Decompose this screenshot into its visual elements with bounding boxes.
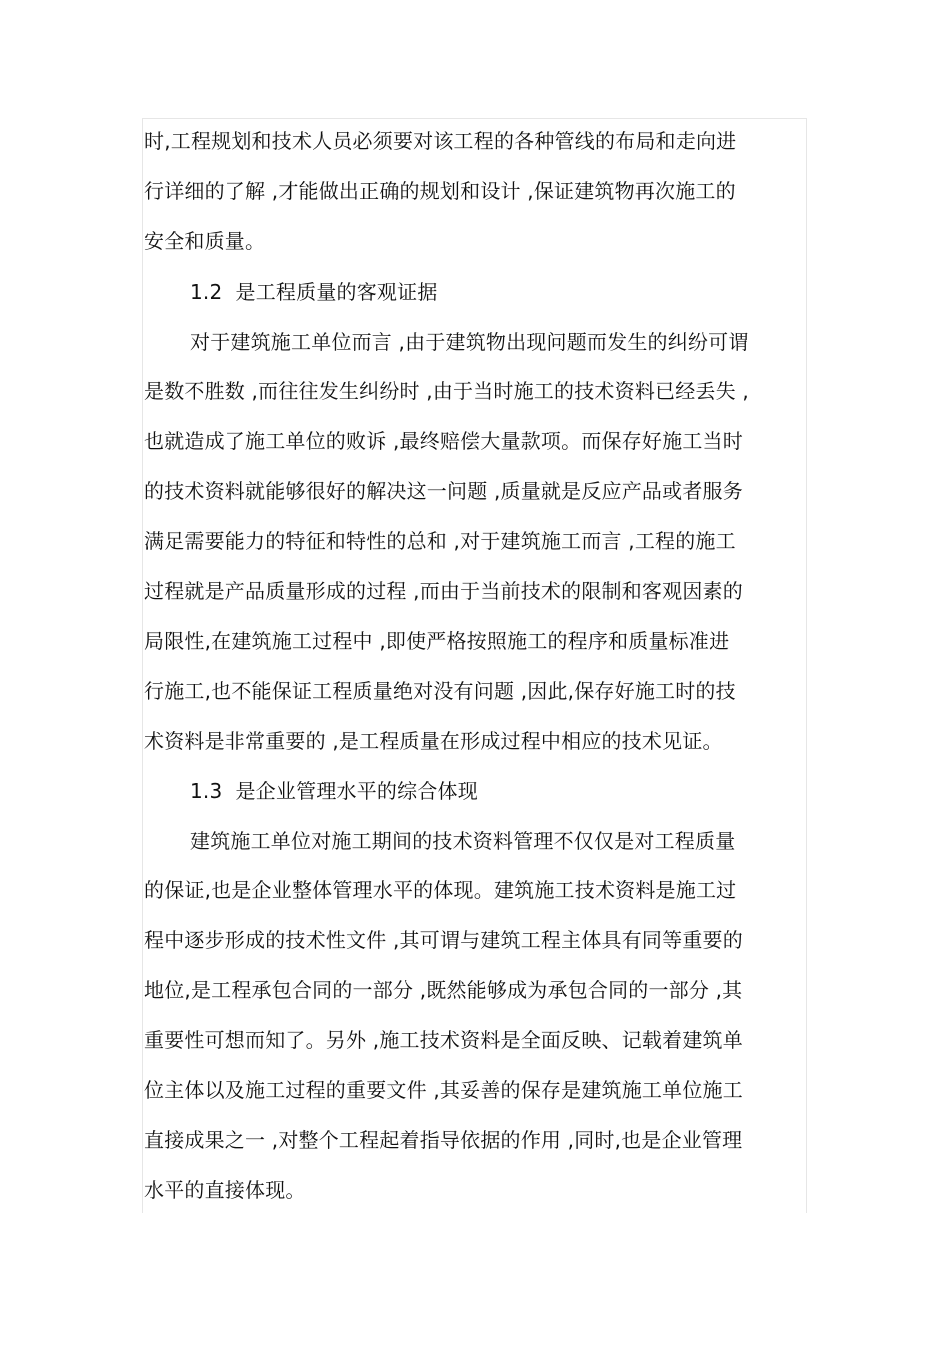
paragraph-line: 行详细的了解 ,才能做出正确的规划和设计 ,保证建筑物再次施工的 [144,179,736,203]
paragraph-line: 也就造成了施工单位的败诉 ,最终赔偿大量款项。而保存好施工当时 [144,429,743,453]
paragraph-line: 建筑施工单位对施工期间的技术资料管理不仅仅是对工程质量 [190,829,736,853]
paragraph-line: 重要性可想而知了。另外 ,施工技术资料是全面反映、记载着建筑单 [144,1028,743,1052]
paragraph-line: 满足需要能力的特征和特性的总和 ,对于建筑施工而言 ,工程的施工 [144,529,736,553]
paragraph-line: 过程就是产品质量形成的过程 ,而由于当前技术的限制和客观因素的 [144,579,743,603]
paragraph-line: 位主体以及施工过程的重要文件 ,其妥善的保存是建筑施工单位施工 [144,1078,743,1102]
paragraph-line: 术资料是非常重要的 ,是工程质量在形成过程中相应的技术见证。 [144,729,723,753]
paragraph-line: 局限性,在建筑施工过程中 ,即使严格按照施工的程序和质量标准进 [144,629,730,653]
paragraph-line: 程中逐步形成的技术性文件 ,其可谓与建筑工程主体具有同等重要的 [144,928,743,952]
paragraph-line: 的技术资料就能够很好的解决这一问题 ,质量就是反应产品或者服务 [144,479,743,503]
paragraph-line: 直接成果之一 ,对整个工程起着指导依据的作用 ,同时,也是企业管理 [144,1128,743,1152]
section-heading: 1.2 是工程质量的客观证据 [190,280,438,304]
paragraph-line: 行施工,也不能保证工程质量绝对没有问题 ,因此,保存好施工时的技 [144,679,736,703]
section-heading: 1.3 是企业管理水平的综合体现 [190,779,478,803]
paragraph-line: 时,工程规划和技术人员必须要对该工程的各种管线的布局和走向进 [144,129,737,153]
paragraph-line: 安全和质量。 [144,229,266,253]
paragraph-line: 对于建筑施工单位而言 ,由于建筑物出现问题而发生的纠纷可谓 [190,330,749,354]
paragraph-line: 的保证,也是企业整体管理水平的体现。建筑施工技术资料是施工过 [144,878,737,902]
paragraph-line: 水平的直接体现。 [144,1178,306,1202]
paragraph-line: 地位,是工程承包合同的一部分 ,既然能够成为承包合同的一部分 ,其 [144,978,743,1002]
paragraph-line: 是数不胜数 ,而往往发生纠纷时 ,由于当时施工的技术资料已经丢失 , [144,379,749,403]
